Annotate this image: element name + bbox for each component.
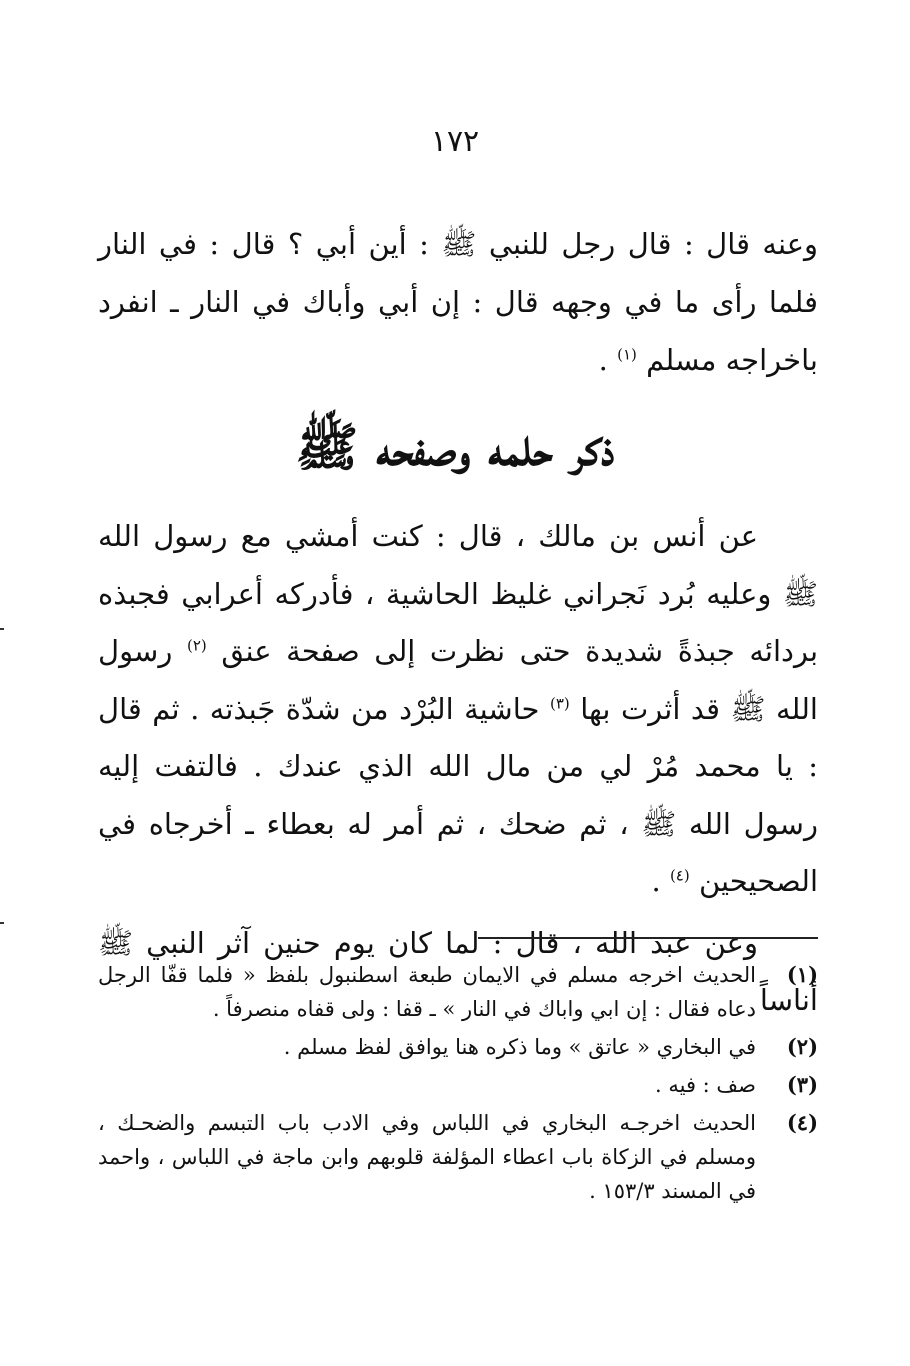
paragraph-anas-end: . <box>651 864 661 898</box>
footnote-number: (٢) <box>786 1034 818 1059</box>
footnote-text: صف : فيه . <box>655 1073 756 1097</box>
intro-paragraph <box>98 215 818 389</box>
intro-text-line: وعنه قال : قال رجل للنبي ﷺ : أين أبي ؟ قال : في النار فلما رأى ما في وجهه قال : إن أبي وأباك في النار ـ انفرد باخراجه مسلم $^{(١)}$ . <box>98 227 818 377</box>
footnote-ref-1[interactable]: (١) <box>617 345 637 364</box>
footnote-ref-3[interactable]: (٣) <box>549 693 570 712</box>
footnote-text: الحديث اخرجـه البخاري في اللباس وفي الادب باب التبسم والضحـك ، ومسلم في الزكاة باب اعطاء المؤلفة قلوبهم وابن ماجة في اللباس ، واحمد في المسند ١٥٣/٣ . <box>98 1111 756 1203</box>
footnote-2 <box>98 1030 818 1064</box>
paragraph-anas-part-a: عن أنس بن مالك ، قال : كنت أمشي مع رسول الله ﷺ وعليه بُرد نَجراني غليظ الحاشية ، فأدركه أعرابي فجبذه بردائه جبذةً شديدة حتى نظرت إلى صفحة عنق <box>98 519 819 668</box>
paragraph-anas <box>98 508 818 911</box>
scan-margin-mark <box>0 628 4 630</box>
footnote-3 <box>98 1068 818 1102</box>
footnote-text: الحديث اخرجه مسلم في الايمان طبعة اسطنبول بلفظ « فلما قفّا الرجل دعاه فقال : إن ابي واباك في النار » ـ قفا : ولى قفاه منصرفاً . <box>98 963 756 1021</box>
section-heading: ذكر حلمه وصفحه ﷺ <box>295 417 615 478</box>
main-text <box>98 508 818 1030</box>
footnote-ref-4[interactable]: (٤) <box>669 866 690 885</box>
paragraph-abdullah: وعن عبد الله ، قال : لما كان يوم حنين آثر النبي ﷺ أناساً <box>98 925 818 1017</box>
footnote-text: في البخاري « عاتق » وما ذكره هنا يوافق لفظ مسلم . <box>283 1035 756 1059</box>
footnote-ref-2[interactable]: (٢) <box>186 636 207 655</box>
footnote-4 <box>98 1106 818 1208</box>
footnotes <box>98 958 818 1212</box>
page-number: ١٧٢ <box>430 124 480 159</box>
paragraph-anas-part-b: رسول الله ﷺ قد أثرت بها <box>98 634 818 726</box>
paragraph-anas-part-c: حاشية البُرْد من شدّة جَبذته . ثم قال : يا محمد مُرْ لي من مال الله الذي عندك . فالتفت إليه رسول الله ﷺ ، ثم ضحك ، ثم أمر له بعطاء ـ أخرجاه في الصحيحين <box>98 691 818 898</box>
footnote-number: (٣) <box>786 1072 818 1097</box>
footnote-number: (٤) <box>786 1110 818 1135</box>
intro-text: وعنه قال : قال رجل للنبي ﷺ : أين أبي ؟ قال : في النار فلما رأى ما في وجهه قال : إن أبي وأباك في النار ـ انفرد باخراجه مسلم <box>98 227 818 377</box>
scan-margin-mark <box>0 922 4 924</box>
footnote-1 <box>98 958 818 1026</box>
footnote-separator <box>478 937 818 939</box>
footnote-number: (١) <box>786 962 818 987</box>
